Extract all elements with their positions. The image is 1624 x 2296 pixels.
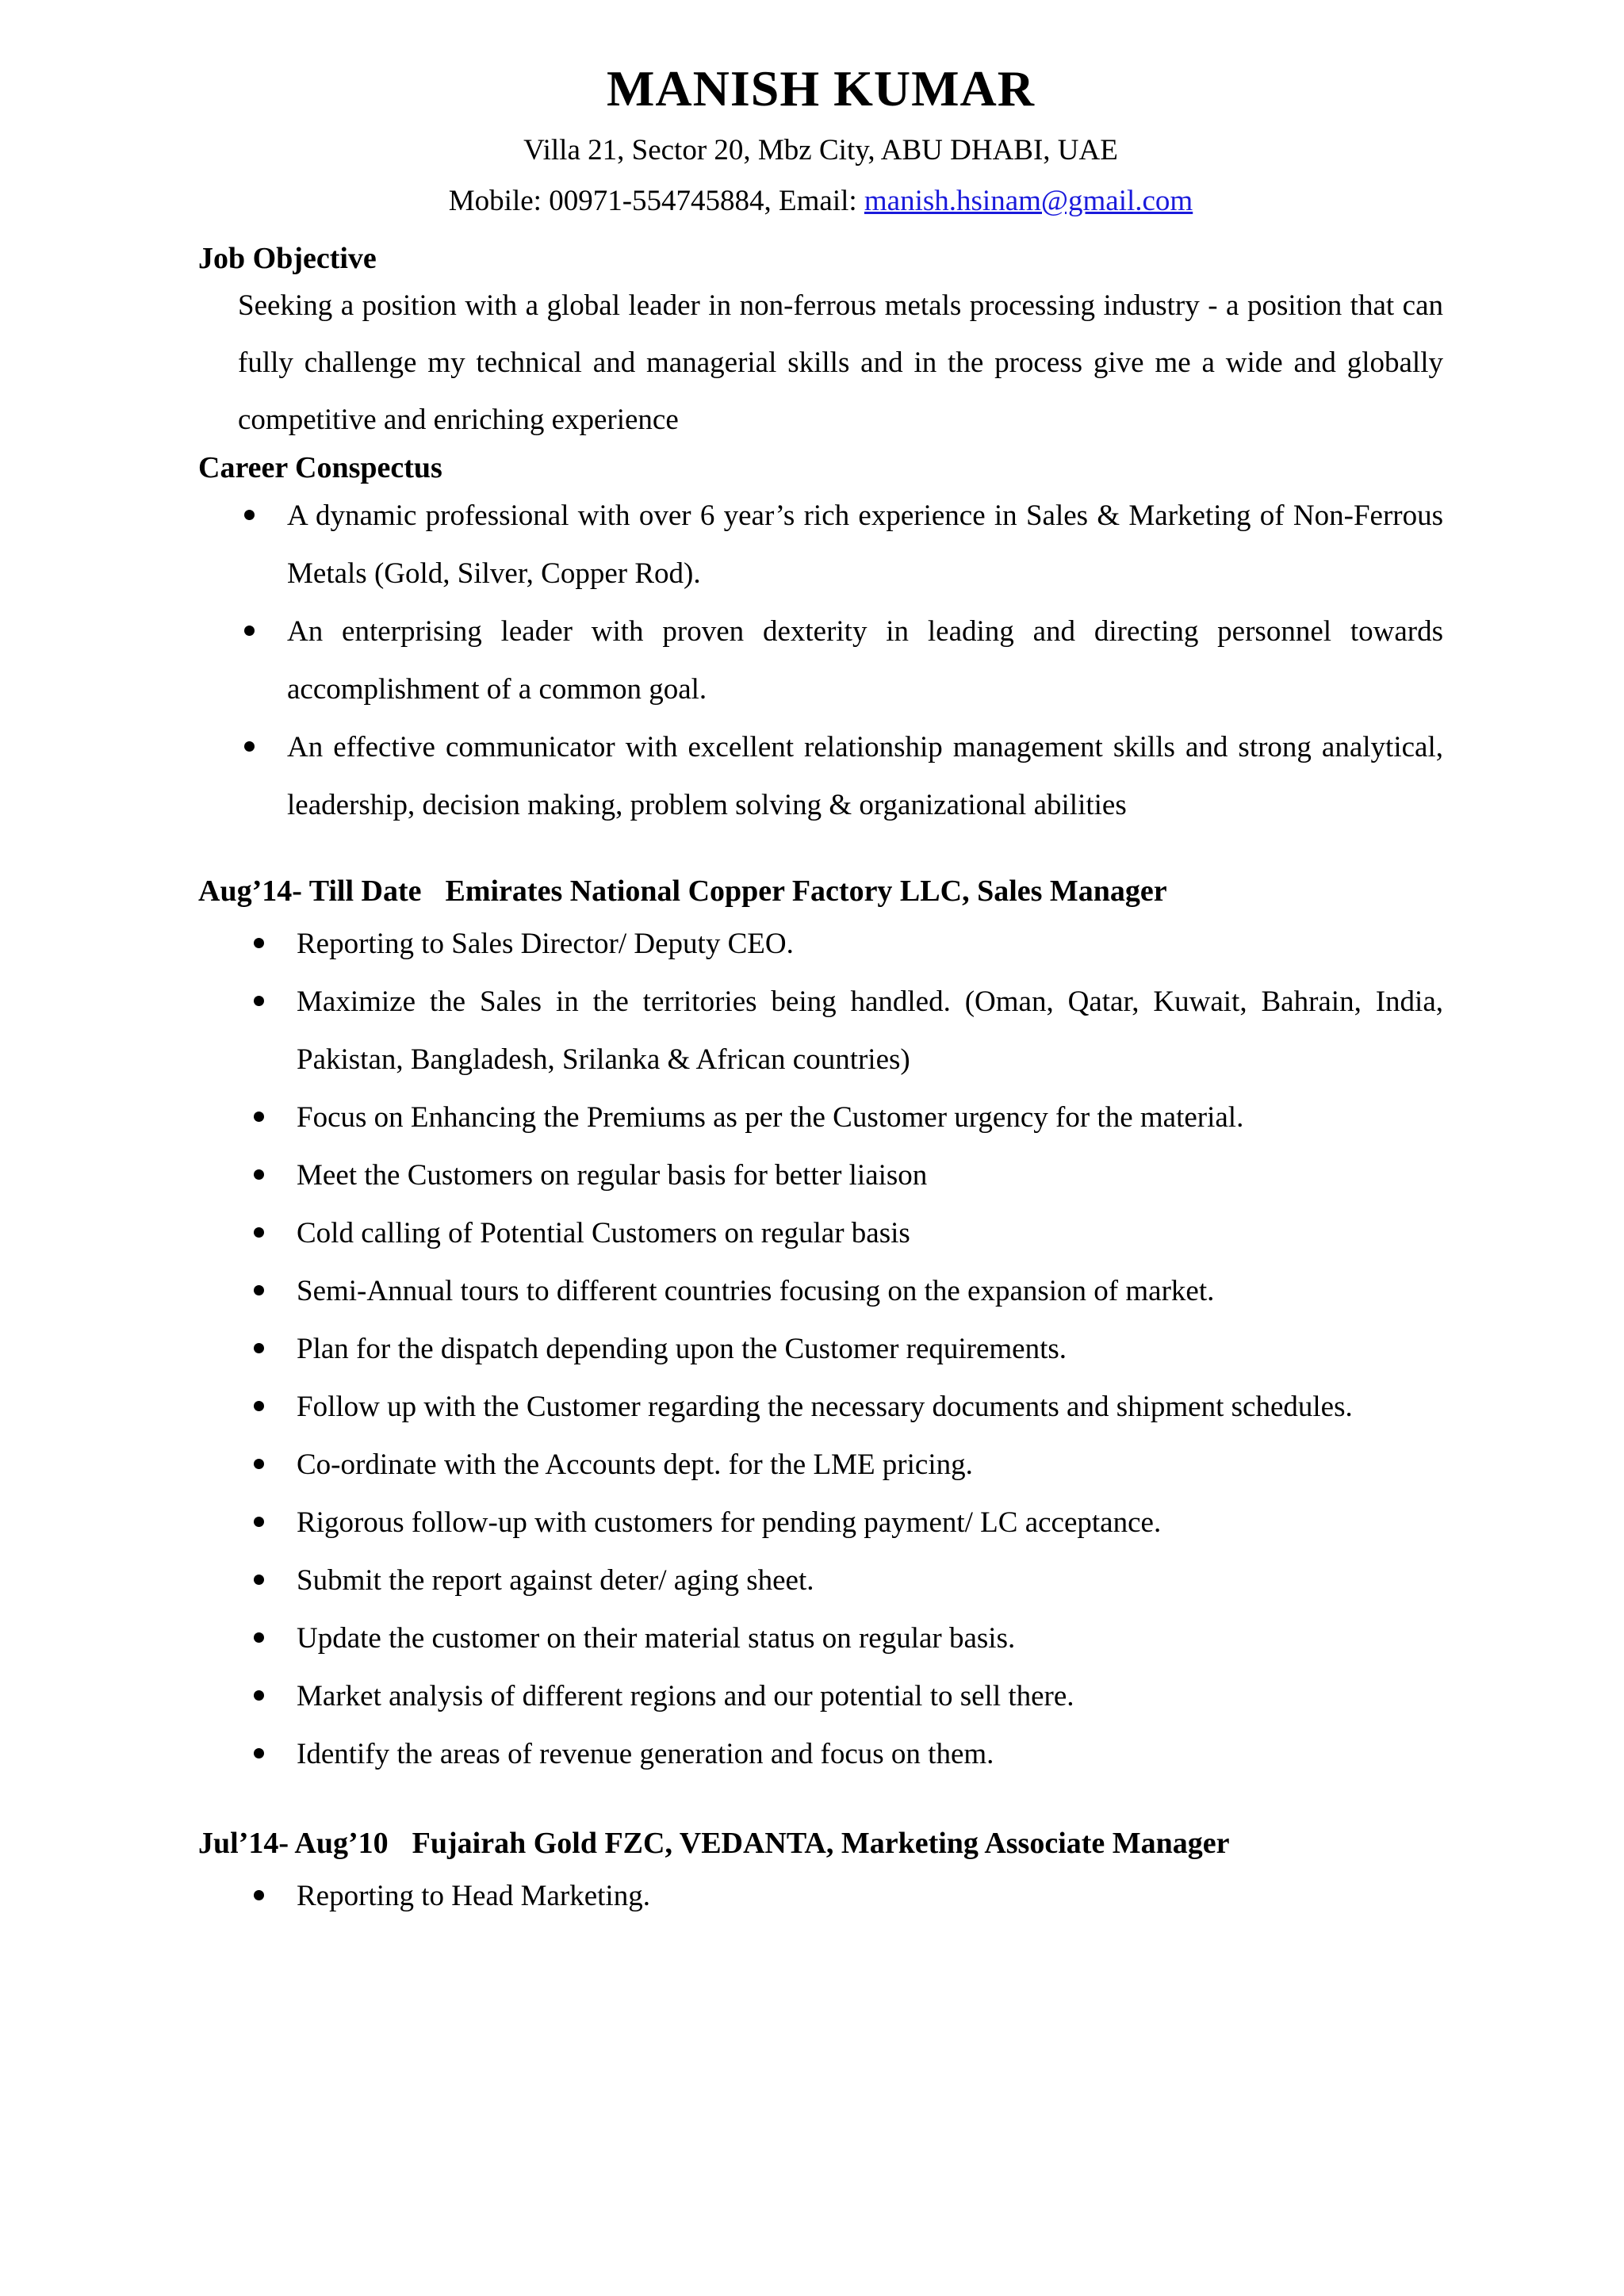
job-entry-emirates <box>198 872 1443 1783</box>
list-item <box>198 1378 1443 1436</box>
bullet-icon <box>254 996 264 1006</box>
bullet-icon <box>244 626 255 636</box>
list-item <box>198 1667 1443 1725</box>
list-item-text: An enterprising leader with proven dexterity in leading and directing personnel towards accomplishment of a common goal. <box>287 615 1443 706</box>
list-item <box>198 1494 1443 1552</box>
bullet-icon <box>254 1632 264 1643</box>
list-item <box>198 1725 1443 1783</box>
bullet-icon <box>254 1112 264 1122</box>
list-item-text: Reporting to Head Marketing. <box>297 1880 650 1912</box>
list-item-text: Meet the Customers on regular basis for better liaison <box>297 1159 928 1192</box>
list-item <box>198 487 1443 603</box>
mobile-text: Mobile: 00971-554745884, Email: <box>448 185 864 217</box>
list-item <box>198 1089 1443 1146</box>
list-item-text: Reporting to Sales Director/ Deputy CEO. <box>297 928 794 960</box>
resume-page <box>198 57 1443 1925</box>
job-title: Emirates National Copper Factory LLC, Sales Manager <box>445 874 1167 908</box>
list-item <box>198 973 1443 1089</box>
bullet-icon <box>254 1169 264 1180</box>
email-link[interactable]: manish.hsinam@gmail.com <box>864 185 1193 217</box>
job-heading <box>198 1824 1443 1862</box>
job-objective-heading: Job Objective <box>198 242 377 275</box>
list-item <box>198 1436 1443 1494</box>
list-item-text: Market analysis of different regions and our potential to sell there. <box>297 1680 1074 1712</box>
job-period: Aug’14- Till Date <box>198 874 422 908</box>
list-item <box>198 718 1443 834</box>
job-responsibilities-list <box>198 1867 1443 1925</box>
job-entry-fujairah <box>198 1824 1443 1925</box>
job-title: Fujairah Gold FZC, VEDANTA, Marketing Associate Manager <box>412 1827 1230 1860</box>
bullet-icon <box>254 1575 264 1585</box>
list-item-text: Semi-Annual tours to different countries focusing on the expansion of market. <box>297 1275 1215 1307</box>
list-item <box>198 1320 1443 1378</box>
list-item-text: Identify the areas of revenue generation and focus on them. <box>297 1738 994 1770</box>
list-item <box>198 1552 1443 1609</box>
list-item-text: Rigorous follow-up with customers for pending payment/ LC acceptance. <box>297 1506 1162 1539</box>
list-item-text: Cold calling of Potential Customers on regular basis <box>297 1217 910 1249</box>
list-item-text: Update the customer on their material status on regular basis. <box>297 1622 1016 1655</box>
list-item-text: A dynamic professional with over 6 year’s rich experience in Sales & Marketing of Non-Ferrous Metals (Gold, Silver, Copper Rod). <box>287 499 1443 590</box>
list-item <box>198 1204 1443 1262</box>
list-item-text: Co-ordinate with the Accounts dept. for the LME pricing. <box>297 1448 973 1481</box>
bullet-icon <box>254 1401 264 1411</box>
career-conspectus-heading: Career Conspectus <box>198 451 442 484</box>
job-objective-text: Seeking a position with a global leader in non-ferrous metals processing industry - a position that can fully challenge my technical and managerial skills and in the process give me a wide and globally competitive and enriching experience <box>238 289 1443 436</box>
list-item <box>198 915 1443 973</box>
bullet-icon <box>254 1227 264 1238</box>
bullet-icon <box>254 1890 264 1900</box>
job-heading <box>198 872 1443 910</box>
candidate-name: MANISH KUMAR <box>607 60 1035 117</box>
job-period: Jul’14- Aug’10 <box>198 1827 389 1860</box>
list-item <box>198 1262 1443 1320</box>
bullet-icon <box>254 1285 264 1295</box>
bullet-icon <box>254 938 264 948</box>
list-item-text: Maximize the Sales in the territories being handled. (Oman, Qatar, Kuwait, Bahrain, India, Pakistan, Bangladesh, Srilanka & African countries) <box>297 985 1443 1076</box>
contact-line <box>198 184 1443 219</box>
list-item-text: Follow up with the Customer regarding the necessary documents and shipment schedules. <box>297 1391 1353 1423</box>
bullet-icon <box>254 1343 264 1353</box>
bullet-icon <box>254 1517 264 1527</box>
bullet-icon <box>254 1459 264 1469</box>
list-item-text: Focus on Enhancing the Premiums as per the Customer urgency for the material. <box>297 1101 1244 1134</box>
list-item-text: Submit the report against deter/ aging sheet. <box>297 1564 814 1597</box>
list-item <box>198 603 1443 718</box>
bullet-icon <box>254 1690 264 1701</box>
bullet-icon <box>244 741 255 752</box>
list-item <box>198 1867 1443 1925</box>
bullet-icon <box>244 510 255 520</box>
list-item <box>198 1146 1443 1204</box>
list-item-text: An effective communicator with excellent relationship management skills and strong analytical, leadership, decision making, problem solving & organizational abilities <box>287 731 1443 821</box>
list-item <box>198 1609 1443 1667</box>
career-conspectus-list <box>198 487 1443 834</box>
address-line: Villa 21, Sector 20, Mbz City, ABU DHABI, UAE <box>523 134 1118 166</box>
job-responsibilities-list <box>198 915 1443 1783</box>
list-item-text: Plan for the dispatch depending upon the Customer requirements. <box>297 1333 1067 1365</box>
bullet-icon <box>254 1748 264 1758</box>
